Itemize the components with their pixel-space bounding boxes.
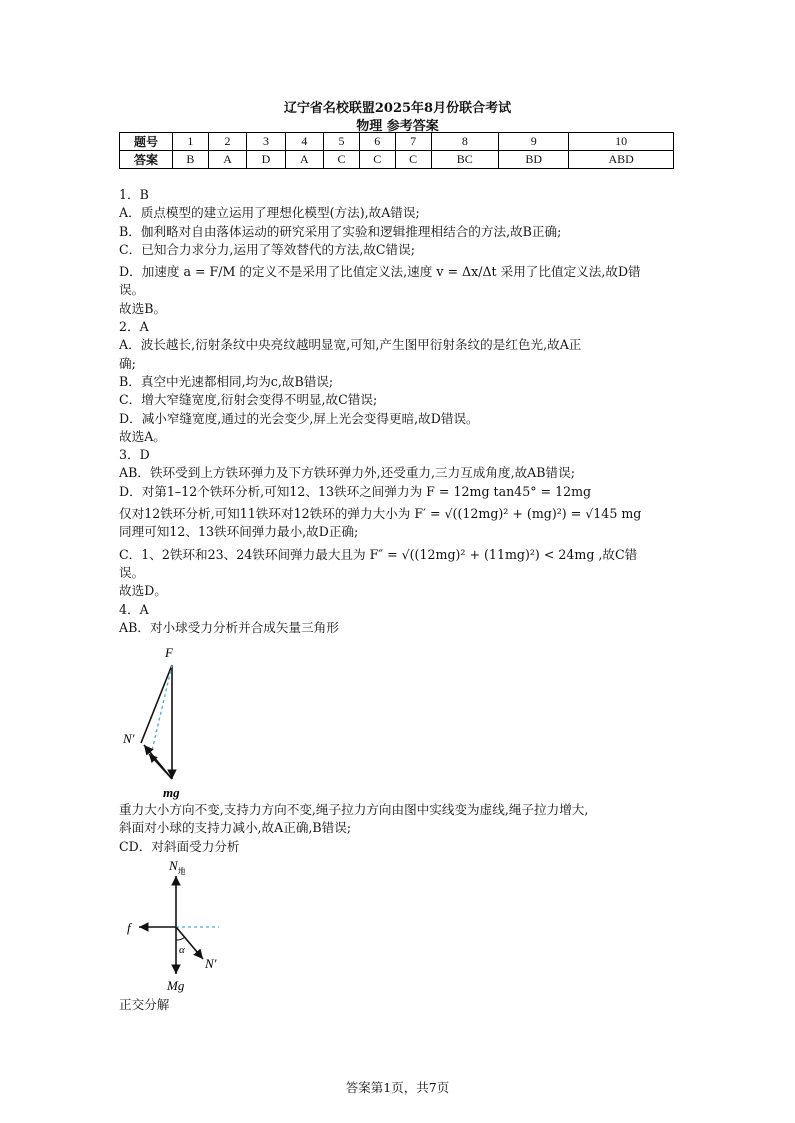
label-N: N′ [123, 731, 135, 747]
label-F: F [165, 645, 173, 661]
label-f: f [127, 920, 131, 936]
table-cell: 6 [359, 133, 395, 151]
label-mg: mg [163, 785, 180, 801]
table-cell: 1 [173, 133, 209, 151]
q2-option-a: A．波长越长,衍射条纹中央亮纹越明显宽,可知,产生图甲衍射条纹的是红色光,故A正 [119, 337, 582, 353]
q4-option-cd: CD．对斜面受力分析 [119, 838, 240, 854]
q1-conclusion: 故选B。 [119, 300, 167, 316]
q4-explanation-1: 重力大小方向不变,支持力方向不变,绳子拉力方向由图中实线变为虚线,绳子拉力增大, [119, 802, 589, 818]
q1-option-c: C．已知合力求分力,运用了等效替代的方法,故C错误; [119, 241, 415, 257]
q1-option-d: D．加速度 a = F/M 的定义不是采用了比值定义法,速度 v = Δx/Δt 采用了比值定义法,故D错 [119, 264, 641, 280]
q2-option-a-cont: 确; [119, 355, 136, 371]
table-cell: ABD [569, 151, 674, 169]
table-cell: C [359, 151, 395, 169]
label-N-ground: $N_地$ [169, 858, 186, 877]
table-row [120, 151, 674, 169]
q2-heading: 2．A [119, 319, 149, 335]
table-cell: 4 [285, 133, 323, 151]
page-footer: 答案第1页，共7页 [345, 1080, 450, 1095]
q4-heading: 4．A [119, 601, 149, 617]
table-cell: C [324, 151, 360, 169]
q3-option-ab: AB．铁环受到上方铁环弹力及下方铁环弹力外,还受重力,三力互成角度,故AB错误; [119, 465, 575, 481]
q3-option-c-cont: 误。 [119, 564, 145, 580]
q2-option-c: C．增大窄缝宽度,衍射会变得不明显,故C错误; [119, 392, 378, 408]
table-cell: BD [499, 151, 569, 169]
q4-explanation-2: 斜面对小球的支持力减小,故A正确,B错误; [119, 820, 352, 836]
q3-option-c: C．1、2铁环和23、24铁环间弹力最大且为 F″ = √((12mg)² + (11mg)²) < 24mg ,故C错 [119, 546, 638, 562]
page-title: 辽宁省名校联盟2025年8月份联合考试 [283, 101, 512, 116]
q1-option-a: A．质点模型的建立运用了理想化模型(方法),故A错误; [119, 205, 420, 221]
table-cell: A [208, 151, 246, 169]
q4-final-note: 正交分解 [119, 997, 170, 1013]
q1-option-d-cont: 误。 [119, 282, 145, 298]
page-subtitle: 物理 参考答案 [356, 119, 439, 134]
table-cell: 3 [247, 133, 285, 151]
q2-option-b: B．真空中光速都相同,均为c,故B错误; [119, 373, 334, 389]
q2-option-d: D．减小窄缝宽度,通过的光会变少,屏上光会变得更暗,故D错误。 [119, 410, 479, 426]
label-N-prime: N′ [205, 956, 217, 972]
q4-option-ab: AB．对小球受力分析并合成矢量三角形 [119, 619, 339, 635]
incline-force-figure [119, 856, 259, 996]
alpha-arc [176, 937, 185, 940]
table-cell: A [285, 151, 323, 169]
table-cell: C [395, 151, 431, 169]
table-cell: 9 [499, 133, 569, 151]
label-alpha: α [179, 944, 185, 957]
vector-triangle-figure [119, 637, 239, 801]
label-Mg: Mg [167, 978, 185, 994]
normal-force-arrow-2 [149, 754, 172, 779]
table-cell: B [173, 151, 209, 169]
q3-conclusion: 故选D。 [119, 583, 167, 599]
table-cell: 8 [431, 133, 499, 151]
solutions-body [119, 186, 679, 1014]
q3-heading: 3．D [119, 447, 150, 463]
table-row [120, 133, 674, 151]
q1-heading: 1．B [119, 187, 149, 202]
table-cell: 10 [569, 133, 674, 151]
q3-option-d: D．对第1–12个铁环分析,可知12、13铁环之间弹力为 F = 12mg tan45° = 12mg [119, 483, 592, 499]
answer-table [119, 132, 674, 169]
q1-option-b: B．伽利略对自由落体运动的研究采用了实验和逻辑推理相结合的方法,故B正确; [119, 223, 562, 239]
table-cell: 7 [395, 133, 431, 151]
table-cell: BC [431, 151, 499, 169]
q3-option-d-formula: 仅对12铁环分析,可知11铁环对12铁环的弹力大小为 F′ = √((12mg)² + (mg)²) = √145 mg [119, 506, 642, 522]
q2-conclusion: 故选A。 [119, 428, 166, 444]
table-cell: 5 [324, 133, 360, 151]
table-cell: D [247, 151, 285, 169]
table-cell: 2 [208, 133, 246, 151]
table-header-number: 题号 [120, 133, 173, 151]
table-header-answer: 答案 [120, 151, 173, 169]
q3-option-d-conclusion: 同理可知12、13铁环间弹力最小,故D正确; [119, 524, 359, 540]
